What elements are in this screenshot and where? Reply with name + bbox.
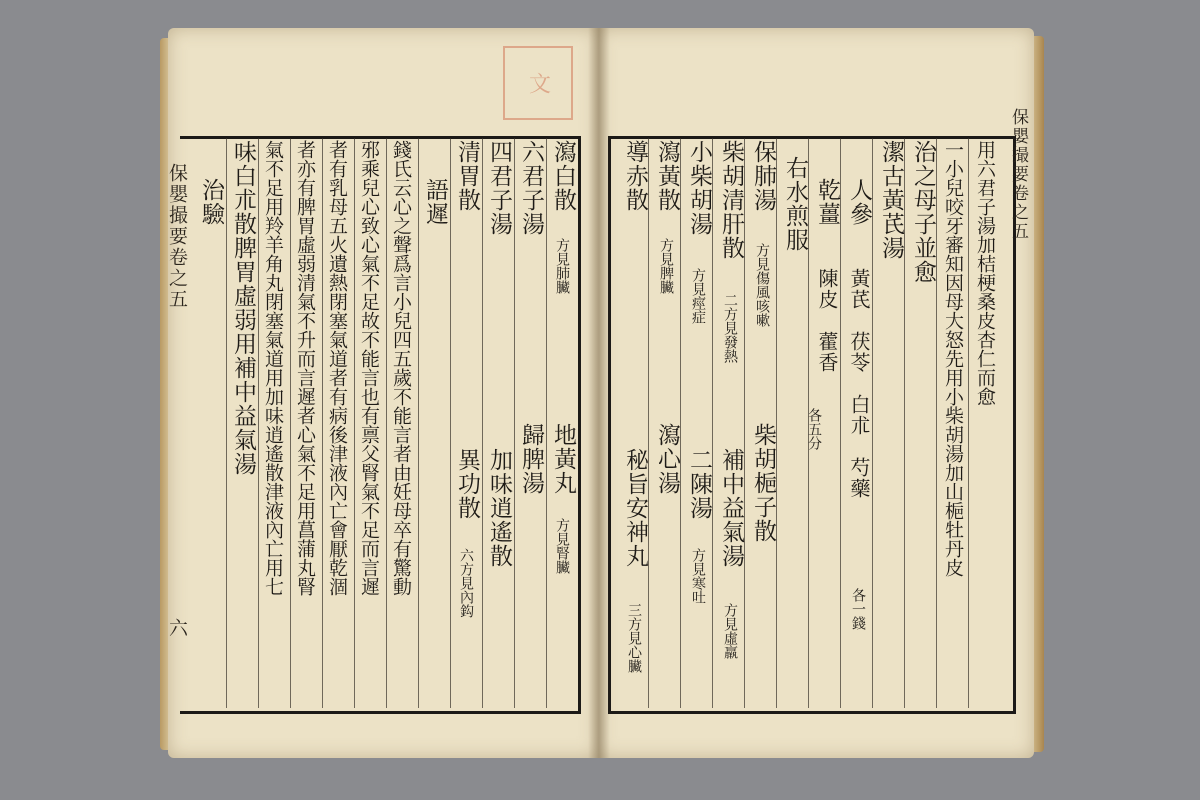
text-column: 錢氏云心之聲爲言小兒四五歲不能言者由妊母卒有驚動 xyxy=(390,140,412,596)
text-column: 潔古黃芪湯 xyxy=(878,140,904,260)
text-column: 者亦有脾胃虛弱清氣不升而言遲者心氣不足用菖蒲丸腎 xyxy=(294,140,316,596)
column-rule xyxy=(322,138,323,708)
text-column: 味白朮散脾胃虛弱用補中益氣湯 xyxy=(230,140,256,476)
column-rule xyxy=(648,138,649,708)
fore-edge-title: 保嬰撮要卷之五 xyxy=(1008,108,1028,241)
column-rule xyxy=(354,138,355,708)
text-column: 歸脾湯 xyxy=(518,423,544,495)
text-column: 柴胡清肝散 xyxy=(718,140,744,260)
section-heading: 治驗 xyxy=(198,178,224,226)
book-gutter xyxy=(588,28,610,758)
annotation: 方見肺臟 xyxy=(554,238,570,294)
open-book xyxy=(168,28,1034,758)
annotation: 方見腎臟 xyxy=(554,518,570,574)
text-column: 瀉白散 xyxy=(550,140,576,212)
annotation: 各五分 xyxy=(806,408,822,450)
text-column: 用六君子湯加桔梗桑皮杏仁而愈 xyxy=(974,140,996,406)
text-column: 清胃散 xyxy=(454,140,480,212)
section-heading: 語遲 xyxy=(422,178,448,226)
column-rule xyxy=(450,138,451,708)
column-rule xyxy=(386,138,387,708)
text-column: 小柴胡湯 xyxy=(686,140,712,236)
column-rule xyxy=(258,138,259,708)
text-column: 四君子湯 xyxy=(486,140,512,236)
annotation: 六方見內鈎 xyxy=(458,548,474,618)
text-column: 柴胡梔子散 xyxy=(750,423,776,543)
annotation: 三方見心臟 xyxy=(626,603,642,673)
text-column: 右水煎服 xyxy=(782,156,808,252)
column-rule xyxy=(546,138,547,708)
text-column: 黃芪 茯苓 白朮 芍藥 xyxy=(847,268,871,499)
column-rule xyxy=(968,138,969,708)
column-rule xyxy=(482,138,483,708)
left-page xyxy=(168,28,598,758)
text-column: 地黃丸 xyxy=(550,423,576,495)
text-column: 治之母子並愈 xyxy=(910,140,936,284)
text-column: 瀉黃散 xyxy=(654,140,680,212)
column-rule xyxy=(418,138,419,708)
text-column: 人參 xyxy=(846,178,872,226)
text-column: 補中益氣湯 xyxy=(718,448,744,568)
column-rule xyxy=(514,138,515,708)
text-column: 瀉心湯 xyxy=(654,423,680,495)
folio-number: 六 xyxy=(166,618,188,639)
right-page xyxy=(598,28,1034,758)
text-column: 氣不足用羚羊角丸閉塞氣道用加味逍遙散津液內亡用七 xyxy=(262,140,284,596)
text-column: 邪乘兒心致心氣不足故不能言也有禀父腎氣不足而言遲 xyxy=(358,140,380,596)
text-column: 保肺湯 xyxy=(750,140,776,212)
annotation: 方見傷風咳嗽 xyxy=(754,243,770,327)
text-column: 異功散 xyxy=(454,448,480,520)
text-column: 二陳湯 xyxy=(686,448,712,520)
text-column: 秘旨安神丸 xyxy=(622,448,648,568)
text-column: 陳皮 藿香 xyxy=(815,268,839,373)
annotation: 各一錢 xyxy=(850,588,866,630)
annotation: 方見痙症 xyxy=(690,268,706,324)
text-column: 六君子湯 xyxy=(518,140,544,236)
text-column: 者有乳母五火遺熱閉塞氣道者有病後津液內亡會厭乾涸 xyxy=(326,140,348,596)
text-column: 一小兒咬牙審知因母大怒先用小柴胡湯加山梔牡丹皮 xyxy=(942,140,964,577)
fore-edge-title: 保嬰撮要卷之五 xyxy=(166,163,188,310)
annotation: 方見脾臟 xyxy=(658,238,674,294)
annotation: 二方見發熱 xyxy=(722,293,738,363)
annotation: 方見寒吐 xyxy=(690,548,706,604)
text-column: 導赤散 xyxy=(622,140,648,212)
text-column: 乾薑 xyxy=(814,178,840,226)
annotation: 方見虛羸 xyxy=(722,603,738,659)
library-stamp: 文 xyxy=(503,46,573,120)
column-rule xyxy=(290,138,291,708)
text-column: 加味逍遙散 xyxy=(486,448,512,568)
column-rule xyxy=(226,138,227,708)
